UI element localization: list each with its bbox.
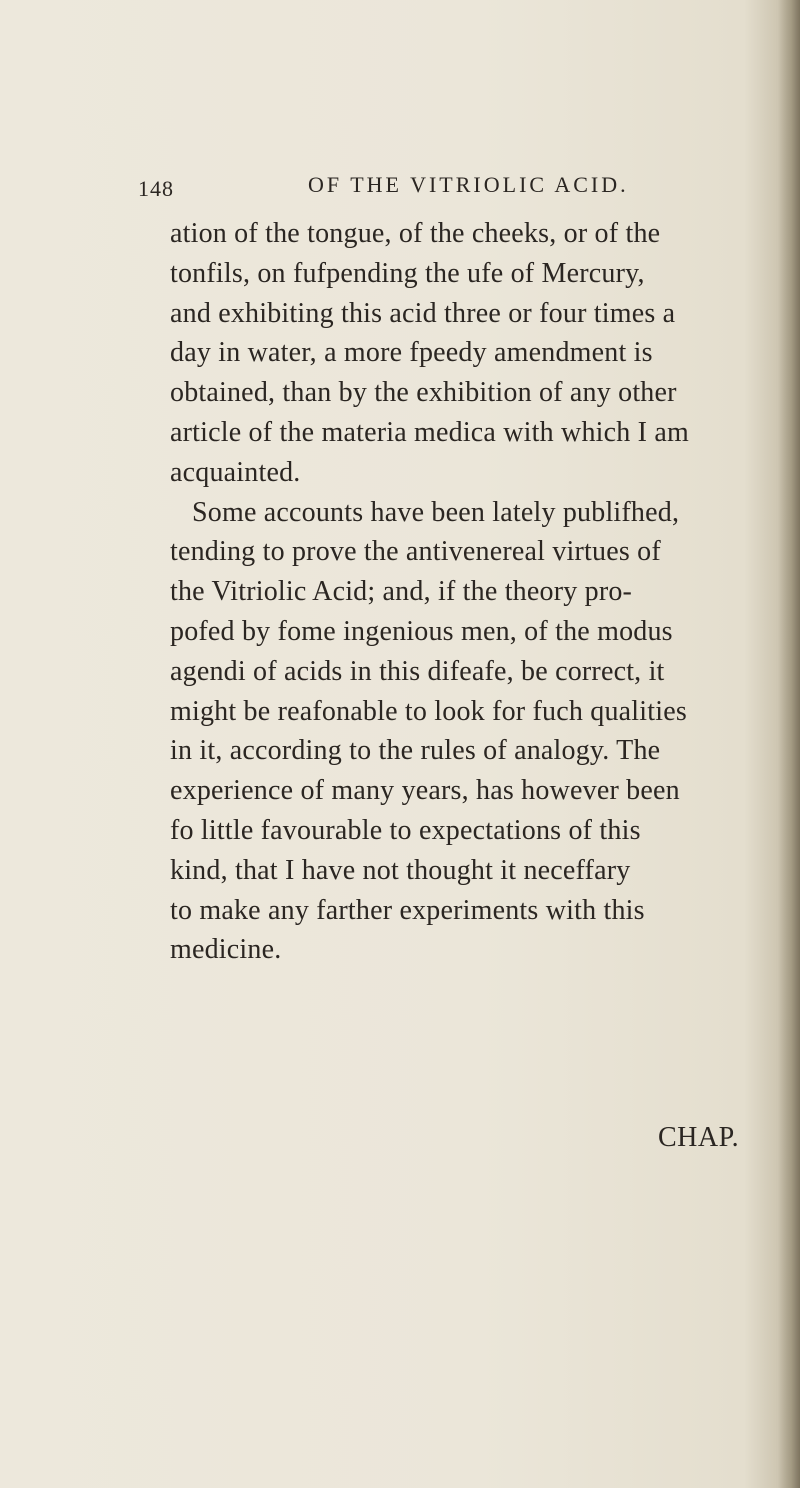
text-line: obtained, than by the exhibition of any other <box>170 377 677 409</box>
text-line: and exhibiting this acid three or four times a <box>170 297 676 329</box>
catchword: CHAP. <box>658 1122 740 1153</box>
spine-shadow <box>778 0 800 1488</box>
text-line: the Vitriolic Acid; and, if the theory pro- <box>170 576 633 608</box>
paragraph-start-line: Some accounts have been lately publifhed, <box>192 496 680 528</box>
text-line: tending to prove the antivenereal virtues of <box>170 536 661 568</box>
text-line: kind, that I have not thought it neceffary <box>170 854 631 886</box>
text-line: to make any farther experiments with this <box>170 894 645 926</box>
text-line: in it, according to the rules of analogy. The <box>170 735 661 767</box>
text-line: pofed by fome ingenious men, of the modus <box>170 615 673 647</box>
running-head <box>138 172 698 206</box>
text-line: fo little favourable to expectations of this <box>170 814 641 846</box>
text-line: ation of the tongue, of the cheeks, or of the <box>170 218 661 249</box>
text-line: day in water, a more fpeedy amendment is <box>170 337 653 369</box>
text-line: tonfils, on fufpending the ufe of Mercury, <box>170 257 645 289</box>
body-text <box>170 214 760 970</box>
text-line: medicine. <box>170 934 282 966</box>
running-title: OF THE VITRIOLIC ACID. <box>308 172 629 197</box>
text-line: agendi of acids in this difeafe, be correct, it <box>170 655 665 687</box>
text-line: experience of many years, has however been <box>170 775 680 807</box>
text-line: acquainted. <box>170 456 301 488</box>
text-line: article of the materia medica with which I am <box>170 416 690 448</box>
text-line: might be reafonable to look for fuch qualities <box>170 695 687 727</box>
page-number: 148 <box>138 176 174 201</box>
